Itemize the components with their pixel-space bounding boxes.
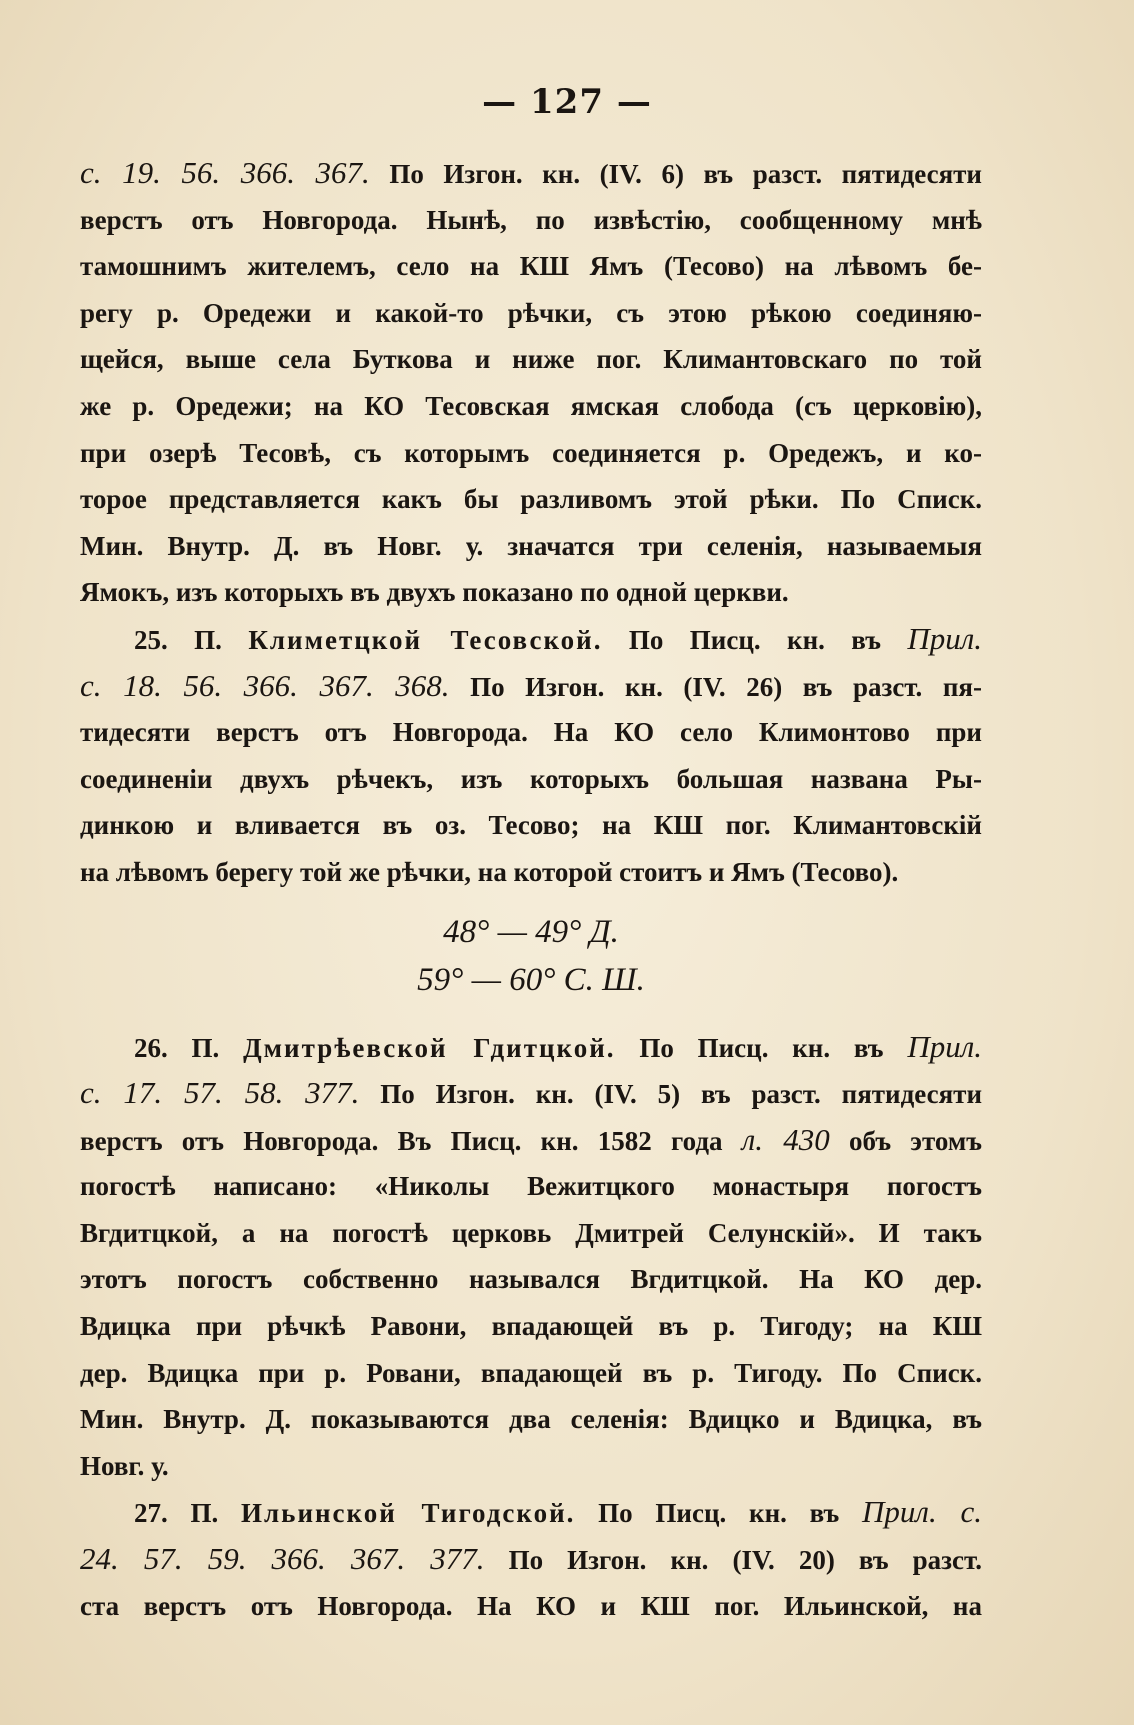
text-line: тидесяти верстъ отъ Новгорода. На КО село Климонтово при [80,717,982,748]
text-line: 24. 57. 59. 366. 367. 377. По Изгон. кн. (IV. 20) въ разст. [80,1541,983,1577]
text-line: соединеніи двухъ рѣчекъ, изъ которыхъ большая названа Ры- [80,763,982,794]
text-line: 26. П. Дмитрѣевской Гдитцкой. По Писц. кн. въ Прил. [134,1028,982,1064]
page-number: — 127 — [482,82,652,122]
text-line: c. 18. 56. 366. 367. 368. По Изгон. кн. (IV. 26) въ разст. пя- [80,667,982,703]
text-line: Мин. Внутр. Д. показываются два селенія: Вдицко и Вдицка, въ [80,1404,982,1435]
coordinates-heading [80,908,982,1004]
text-line: этотъ погостъ собственно назывался Вгдитцкой. На КО дер. [80,1264,982,1295]
paragraph-26 [80,1024,982,1490]
paragraph-27 [80,1489,982,1629]
text-line: Вгдитцкой, а на погостѣ церковь Дмитрей Селунскій». И такъ [80,1217,982,1248]
paragraph-24-continuation [80,150,982,616]
text-line: c. 19. 56. 366. 367. По Изгон. кн. (IV. 6) въ разст. пятидесяти [80,155,982,190]
text-line: верстъ отъ Новгорода. Нынѣ, по извѣстію, сообщенному мнѣ [80,204,982,235]
text-line: c. 17. 57. 58. 377. По Изгон. кн. (IV. 5) въ разст. пятидесяти [80,1075,982,1111]
text-line: погостѣ написано: «Николы Вежитцкого монастыря погостъ [80,1171,982,1202]
paragraph-25 [80,616,982,896]
text-line: торое представляется какъ бы разливомъ этой рѣки. По Списк. [80,484,982,515]
text-line: ста верстъ отъ Новгорода. На КО и КШ пог. Ильинской, на [80,1590,982,1621]
text-line: на лѣвомъ берегу той же рѣчки, на которой стоитъ и Ямъ (Тесово). [80,856,899,887]
text-line: Мин. Внутр. Д. въ Новг. у. значатся три селенія, называемыя [80,530,982,561]
text-line: тамошнимъ жителемъ, село на КШ Ямъ (Тесово) на лѣвомъ бе- [80,251,982,282]
page-body [80,150,982,1629]
text-line: Ямокъ, изъ которыхъ въ двухъ показано по одной церкви. [80,577,789,608]
text-line: регу р. Оредежи и какой-то рѣчки, съ этою рѣкою соединяю- [80,297,982,328]
text-line: при озерѣ Тесовѣ, съ которымъ соединяется р. Оредежъ, и ко- [80,437,982,468]
text-line: Вдицка при рѣчкѣ Равони, впадающей въ р. Тигоду; на КШ [80,1311,982,1342]
text-line: Новг. у. [80,1450,169,1481]
text-line: щейся, выше села Буткова и ниже пог. Климантовскаго по той [80,344,982,375]
latitude-range: 59° — 60° С. Ш. [417,961,645,998]
text-line: дер. Вдицка при р. Ровани, впадающей въ р. Тигоду. По Списк. [80,1357,982,1388]
longitude-range: 48° — 49° Д. [443,913,619,950]
text-line: 25. П. Климетцкой Тесовской. По Писц. кн. въ Прил. [134,620,982,656]
text-line: 27. П. Ильинской Тигодской. По Писц. кн. въ Прил. c. [134,1494,982,1530]
text-line: же р. Оредежи; на КО Тесовская ямская слобода (съ церковію), [80,390,982,421]
text-line: динкою и вливается въ оз. Тесово; на КШ пог. Климантовскій [80,810,982,841]
text-line: верстъ отъ Новгорода. Въ Писц. кн. 1582 года л. 430 объ этомъ [80,1121,982,1157]
